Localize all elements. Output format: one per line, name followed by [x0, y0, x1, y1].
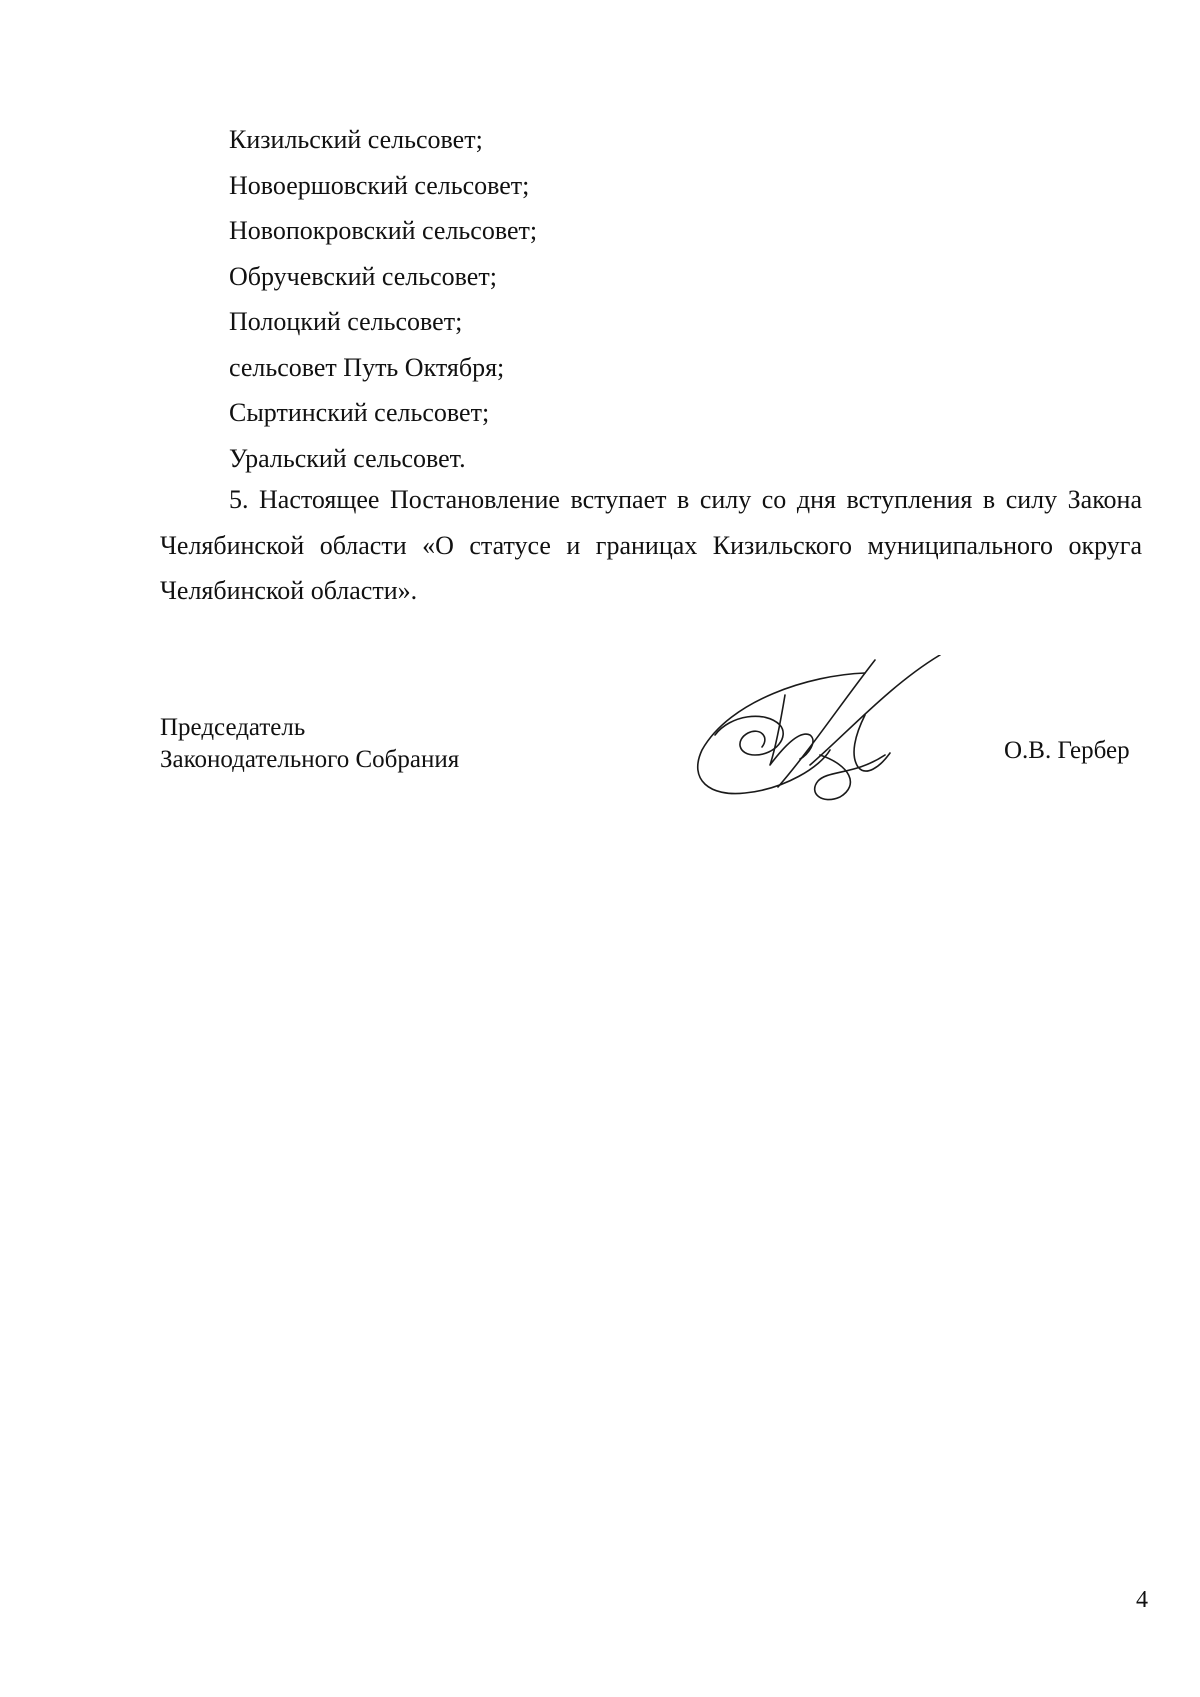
- list-item: Сыртинский сельсовет;: [229, 398, 490, 427]
- handwritten-signature: [690, 655, 960, 810]
- signer-name: О.В. Гербер: [1004, 737, 1130, 764]
- list-item: Новопокровский сельсовет;: [229, 216, 538, 245]
- signer-title-line: Председатель: [160, 714, 306, 741]
- list-item: Кизильский сельсовет;: [229, 125, 483, 154]
- signer-title-line: Законодательного Собрания: [160, 746, 460, 773]
- list-item: Новоершовский сельсовет;: [229, 170, 530, 200]
- paragraph-5: 5. Настоящее Постановление вступает в силу со дня вступления в силу Закона Челябинской области «О статусе и границах Кизильского муниципального округа Челябинской области».: [160, 485, 1142, 605]
- selsovet-list: [229, 117, 537, 481]
- list-item: Полоцкий сельсовет;: [229, 307, 463, 336]
- list-item: Обручевский сельсовет;: [229, 261, 497, 291]
- page-number: 4: [1136, 1587, 1148, 1613]
- list-item: сельсовет Путь Октября;: [229, 352, 505, 382]
- signer-title: [160, 712, 459, 776]
- list-item: Уральский сельсовет.: [229, 443, 466, 473]
